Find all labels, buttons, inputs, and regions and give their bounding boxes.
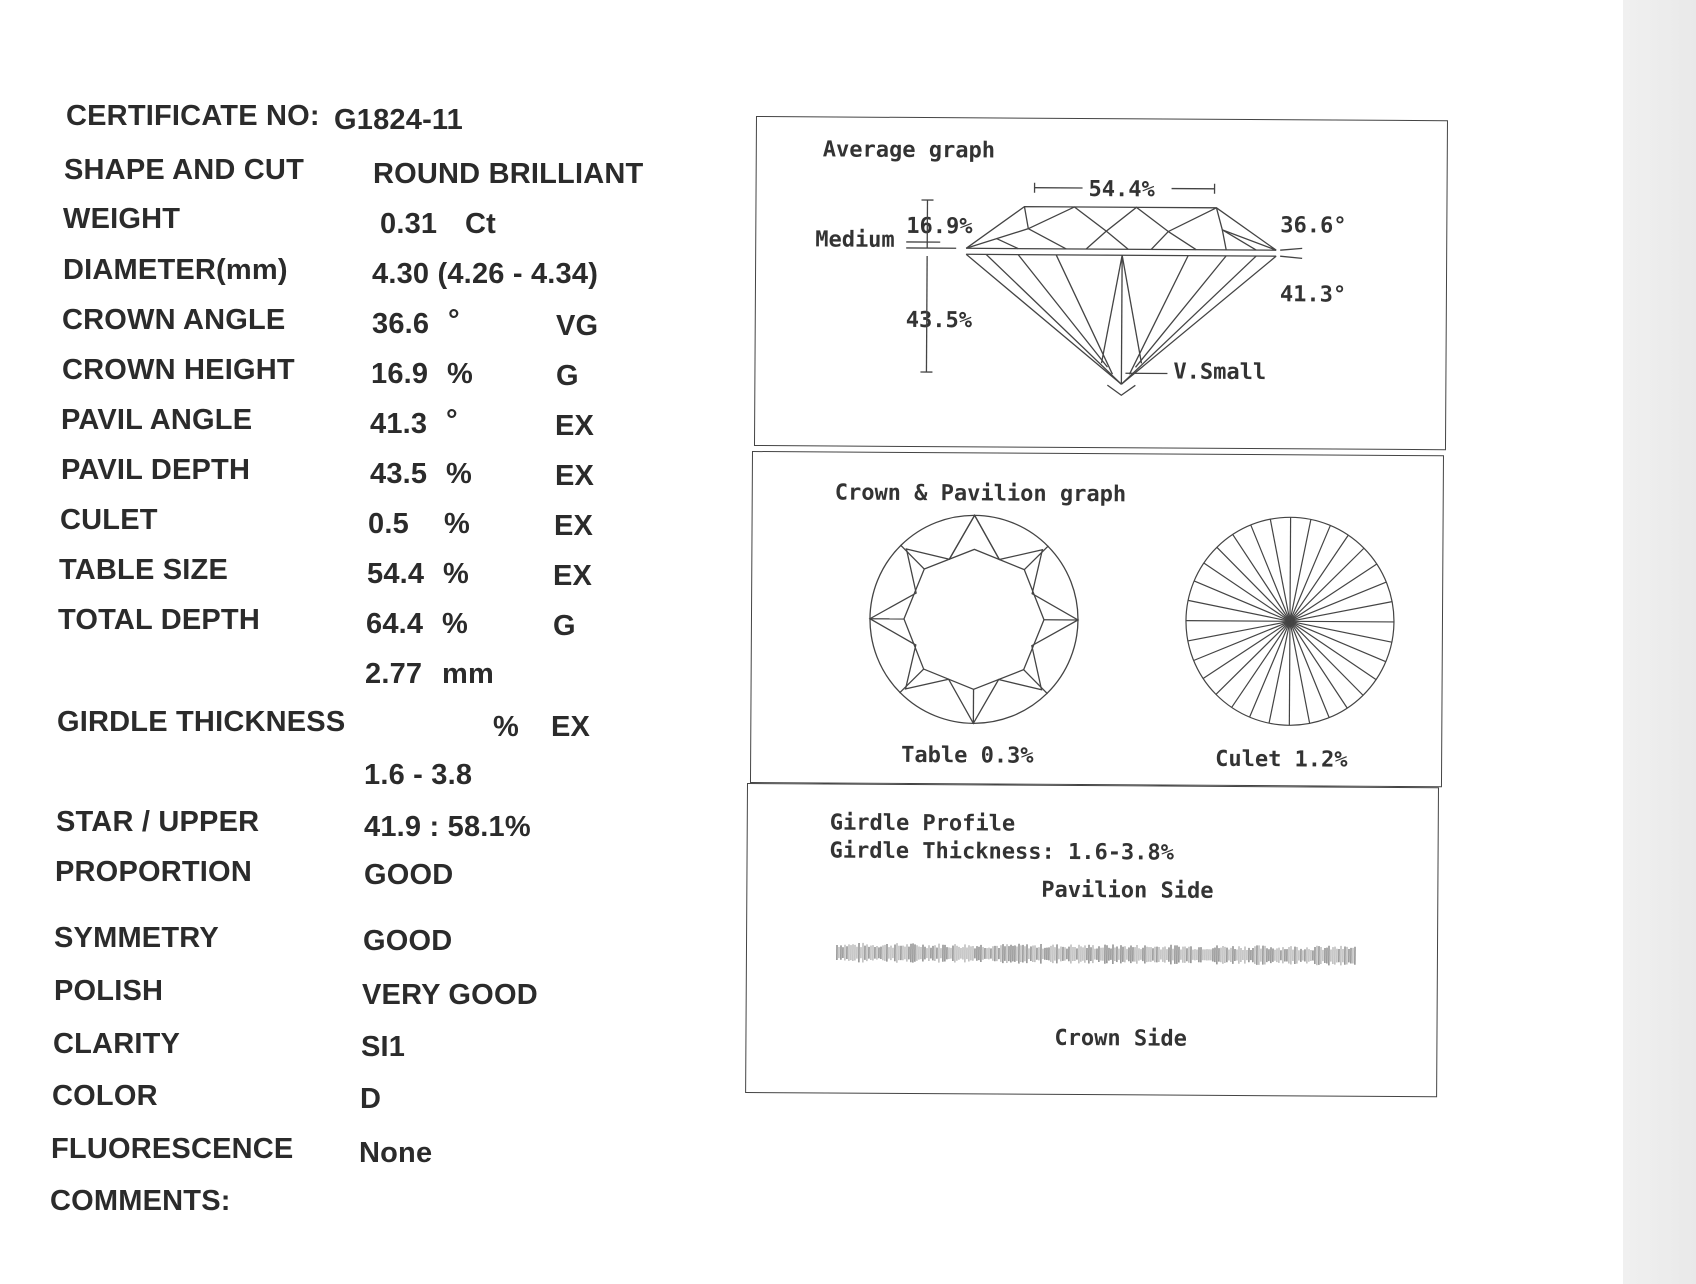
field-label-culet: CULET bbox=[60, 504, 158, 536]
pavilion-angle-label: 41.3° bbox=[1279, 282, 1347, 308]
field-unit-pavil-angle: ° bbox=[446, 404, 458, 436]
certificate-no-value: G1824-11 bbox=[334, 104, 463, 136]
field-label-pavil-depth: PAVIL DEPTH bbox=[61, 454, 251, 486]
average-graph-title: Average graph bbox=[822, 137, 996, 164]
field-label-fluorescence: FLUORESCENCE bbox=[51, 1133, 294, 1165]
crown-height-label: 16.9% bbox=[906, 213, 973, 240]
field-grade-crown-angle: VG bbox=[556, 310, 599, 342]
field-label-pavil-angle: PAVIL ANGLE bbox=[61, 404, 253, 436]
field-value-symmetry: GOOD bbox=[363, 925, 453, 957]
girdle-profile-panel bbox=[745, 783, 1439, 1097]
field-unit-culet: % bbox=[444, 508, 470, 540]
field-label-total-depth: TOTAL DEPTH bbox=[58, 604, 260, 636]
field-value-crown-height: 16.9 bbox=[371, 358, 429, 390]
field-label-polish: POLISH bbox=[54, 975, 164, 1007]
field-label-crown-angle: CROWN ANGLE bbox=[62, 304, 286, 336]
field-value-culet: 0.5 bbox=[368, 508, 409, 540]
girdle-profile-strip bbox=[746, 784, 1438, 1096]
pavilion-side-label: Pavilion Side bbox=[1041, 877, 1214, 904]
field-value-total-depth: 64.4 bbox=[366, 608, 424, 640]
field-grade-culet: EX bbox=[554, 510, 594, 542]
crown-angle-label: 36.6° bbox=[1280, 213, 1347, 239]
field-value-color: D bbox=[360, 1083, 382, 1115]
field-value-polish: VERY GOOD bbox=[362, 979, 538, 1011]
field-grade-pavil-angle: EX bbox=[555, 410, 595, 442]
field-unit-total-depth: % bbox=[442, 608, 468, 640]
field-label-weight: WEIGHT bbox=[63, 203, 181, 235]
pavilion-view-diagram bbox=[751, 452, 1443, 786]
field-label-comments: COMMENTS: bbox=[50, 1185, 231, 1217]
field-unit-pavil-depth: % bbox=[446, 458, 472, 490]
field-unit-crown-angle: ° bbox=[448, 304, 460, 336]
field-value-crown-angle: 36.6 bbox=[372, 308, 430, 340]
field-value-table-size: 54.4 bbox=[367, 558, 425, 590]
field-label-shape: SHAPE AND CUT bbox=[64, 154, 304, 186]
field-unit-table-size: % bbox=[443, 558, 469, 590]
table-percent-label: 54.4% bbox=[1088, 177, 1155, 203]
field-grade-total-depth: G bbox=[553, 610, 576, 642]
field-label-proportion: PROPORTION bbox=[55, 856, 252, 888]
culet-vsmall-label: V.Small bbox=[1173, 359, 1267, 386]
diamond-profile-diagram bbox=[755, 117, 1447, 449]
field-unit-crown-height: % bbox=[447, 358, 473, 390]
field-value-total-depth-mm: 2.77 bbox=[365, 658, 423, 690]
field-label-symmetry: SYMMETRY bbox=[54, 922, 219, 954]
field-value-weight: 0.31 bbox=[380, 208, 438, 240]
field-value-star-upper: 41.9 : 58.1% bbox=[364, 811, 531, 843]
scan-edge bbox=[1623, 0, 1696, 1284]
crown-pavilion-title: Crown & Pavilion graph bbox=[834, 480, 1127, 508]
field-unit-girdle-thickness: % bbox=[493, 711, 519, 743]
field-label-table-size: TABLE SIZE bbox=[59, 554, 229, 586]
field-unit-total-depth-mm: mm bbox=[442, 658, 494, 690]
average-graph-panel bbox=[754, 116, 1448, 450]
field-label-crown-height: CROWN HEIGHT bbox=[62, 354, 295, 386]
field-value-clarity: SI1 bbox=[361, 1031, 406, 1063]
crown-pavilion-panel bbox=[750, 451, 1444, 787]
crown-side-label: Crown Side bbox=[1054, 1025, 1187, 1052]
field-grade-girdle-thickness: EX bbox=[551, 711, 591, 743]
certificate-no-label: CERTIFICATE NO: bbox=[66, 100, 320, 132]
culet-ratio-label: Culet 1.2% bbox=[1215, 746, 1348, 773]
field-value-fluorescence: None bbox=[359, 1137, 433, 1169]
field-label-diameter: DIAMETER(mm) bbox=[63, 254, 288, 286]
field-value-pavil-angle: 41.3 bbox=[370, 408, 428, 440]
field-grade-table-size: EX bbox=[553, 560, 593, 592]
field-label-girdle-thickness: GIRDLE THICKNESS bbox=[57, 706, 346, 738]
field-value-shape: ROUND BRILLIANT bbox=[373, 158, 644, 190]
field-unit-weight: Ct bbox=[465, 208, 497, 240]
pavilion-depth-label: 43.5% bbox=[905, 307, 973, 334]
field-value-diameter: 4.30 (4.26 - 4.34) bbox=[372, 258, 599, 290]
table-ratio-label: Table 0.3% bbox=[901, 742, 1034, 769]
field-label-color: COLOR bbox=[52, 1080, 158, 1112]
field-value-proportion: GOOD bbox=[364, 859, 454, 891]
field-grade-pavil-depth: EX bbox=[555, 460, 595, 492]
field-grade-crown-height: G bbox=[556, 360, 579, 392]
field-label-clarity: CLARITY bbox=[53, 1028, 181, 1060]
field-label-star-upper: STAR / UPPER bbox=[56, 806, 260, 838]
girdle-thickness-text: Girdle Thickness: 1.6-3.8% bbox=[829, 838, 1175, 866]
field-value-girdle-range: 1.6 - 3.8 bbox=[364, 759, 473, 791]
girdle-profile-title: Girdle Profile bbox=[829, 810, 1016, 837]
girdle-medium-label: Medium bbox=[815, 227, 895, 253]
field-value-pavil-depth: 43.5 bbox=[370, 458, 428, 490]
